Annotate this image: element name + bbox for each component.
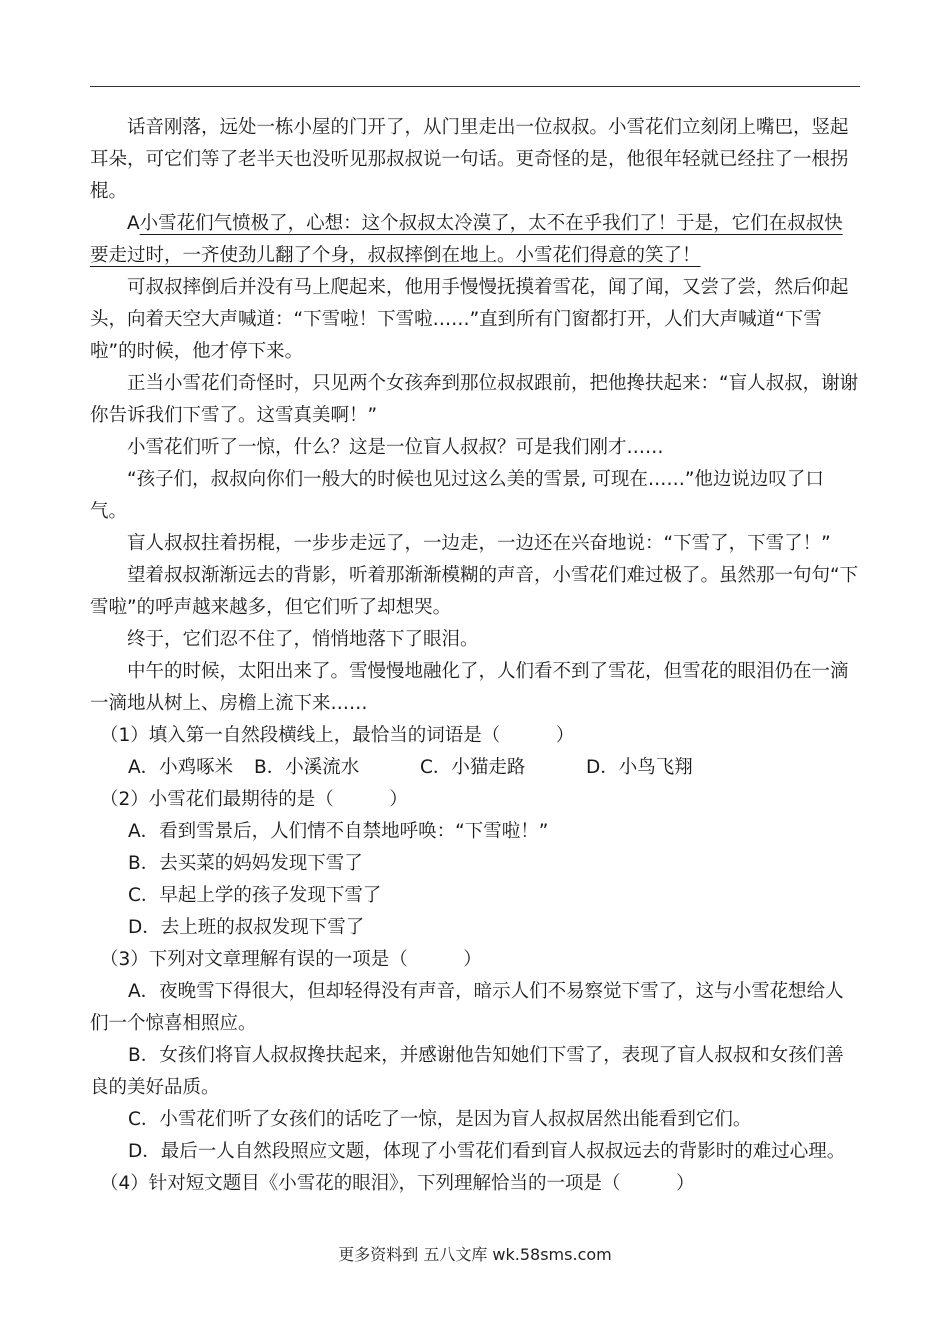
option-d[interactable]: D．小鸟飞翔 [586, 757, 693, 778]
paragraph: “孩子们，叔叔向你们一般大的时候也见过这么美的雪景, 可现在……”他边说边叹了口气。 [90, 469, 824, 522]
question-1-stem: （1）填入第一自然段横线上，最恰当的词语是（ ） [100, 725, 575, 746]
paragraph-underlined [90, 208, 860, 272]
paragraph: 望着叔叔渐渐远去的背影，听着那渐渐模糊的声音，小雪花们难过极了。虽然那一句句“下雪啦”的呼声越来越多，但它们听了却想哭。 [90, 565, 859, 618]
header-rule [90, 86, 860, 87]
footer-text: 更多资料到 五八文库 wk.58sms.com [338, 1245, 612, 1264]
option-b[interactable]: B．去买菜的妈妈发现下雪了 [128, 853, 363, 874]
option-d[interactable]: D．去上班的叔叔发现下雪了 [128, 917, 365, 938]
paragraph: 小雪花们听了一惊，什么？这是一位盲人叔叔？可是我们刚才…… [127, 437, 664, 458]
option-a[interactable]: A．小鸡啄米 [128, 757, 234, 778]
paragraph: 盲人叔叔拄着拐棍，一步步走远了，一边走，一边还在兴奋地说：“下雪了，下雪了！” [127, 533, 831, 554]
option-c[interactable]: C．早起上学的孩子发现下雪了 [128, 885, 382, 906]
option-d[interactable]: D．最后一人自然段照应文题，体现了小雪花们看到盲人叔叔远去的背影时的难过心理。 [128, 1141, 846, 1162]
marker-a: A [127, 213, 140, 234]
question-2-stem: （2）小雪花们最期待的是（ ） [100, 789, 408, 810]
option-a[interactable]: A．看到雪景后，人们情不自禁地呼唤：“下雪啦！” [128, 821, 549, 842]
option-c[interactable]: C．小猫走路 [420, 757, 526, 778]
option-a[interactable]: A．夜晚雪下得很大，但却轻得没有声音，暗示人们不易察觉下雪了，这与小雪花想给人们一个惊喜相照应。 [90, 981, 844, 1034]
question-4-stem: （4）针对短文题目《小雪花的眼泪》，下列理解恰当的一项是（ ） [100, 1173, 695, 1194]
paragraph: 终于，它们忍不住了，悄悄地落下了眼泪。 [127, 629, 479, 650]
passage-content [90, 112, 860, 1200]
option-c[interactable]: C．小雪花们听了女孩们的话吃了一惊，是因为盲人叔叔居然出能看到它们。 [128, 1109, 752, 1130]
question-3-stem: （3）下列对文章理解有误的一项是（ ） [100, 949, 482, 970]
paragraph: 可叔叔摔倒后并没有马上爬起来，他用手慢慢抚摸着雪花，闻了闻，又尝了尝，然后仰起头，向着天空大声喊道：“下雪啦！下雪啦……”直到所有门窗都打开，人们大声喊道“下雪啦”的时候，他才停下来。 [90, 277, 849, 362]
paragraph: 正当小雪花们奇怪时，只见两个女孩奔到那位叔叔跟前，把他搀扶起来：“盲人叔叔，谢谢你告诉我们下雪了。这雪真美啊！” [90, 373, 859, 426]
paragraph: 中午的时候，太阳出来了。雪慢慢地融化了，人们看不到了雪花，但雪花的眼泪仍在一滴一滴地从树上、房檐上流下来…… [90, 661, 849, 714]
option-b[interactable]: B．小溪流水 [254, 757, 360, 778]
underlined-passage: 小雪花们气愤极了，心想：这个叔叔太冷漠了，太不在乎我们了！于是，它们在叔叔快要走过时，一齐使劲儿翻了个身，叔叔摔倒在地上。小雪花们得意的笑了！ [90, 213, 843, 266]
question-1-options [90, 752, 860, 784]
paragraph: 话音刚落，远处一栋小屋的门开了，从门里走出一位叔叔。小雪花们立刻闭上嘴巴，竖起耳朵，可它们等了老半天也没听见那叔叔说一句话。更奇怪的是，他很年轻就已经拄了一根拐棍。 [90, 117, 849, 202]
option-b[interactable]: B．女孩们将盲人叔叔搀扶起来，并感谢他告知她们下雪了，表现了盲人叔叔和女孩们善良的美好品质。 [90, 1045, 844, 1098]
